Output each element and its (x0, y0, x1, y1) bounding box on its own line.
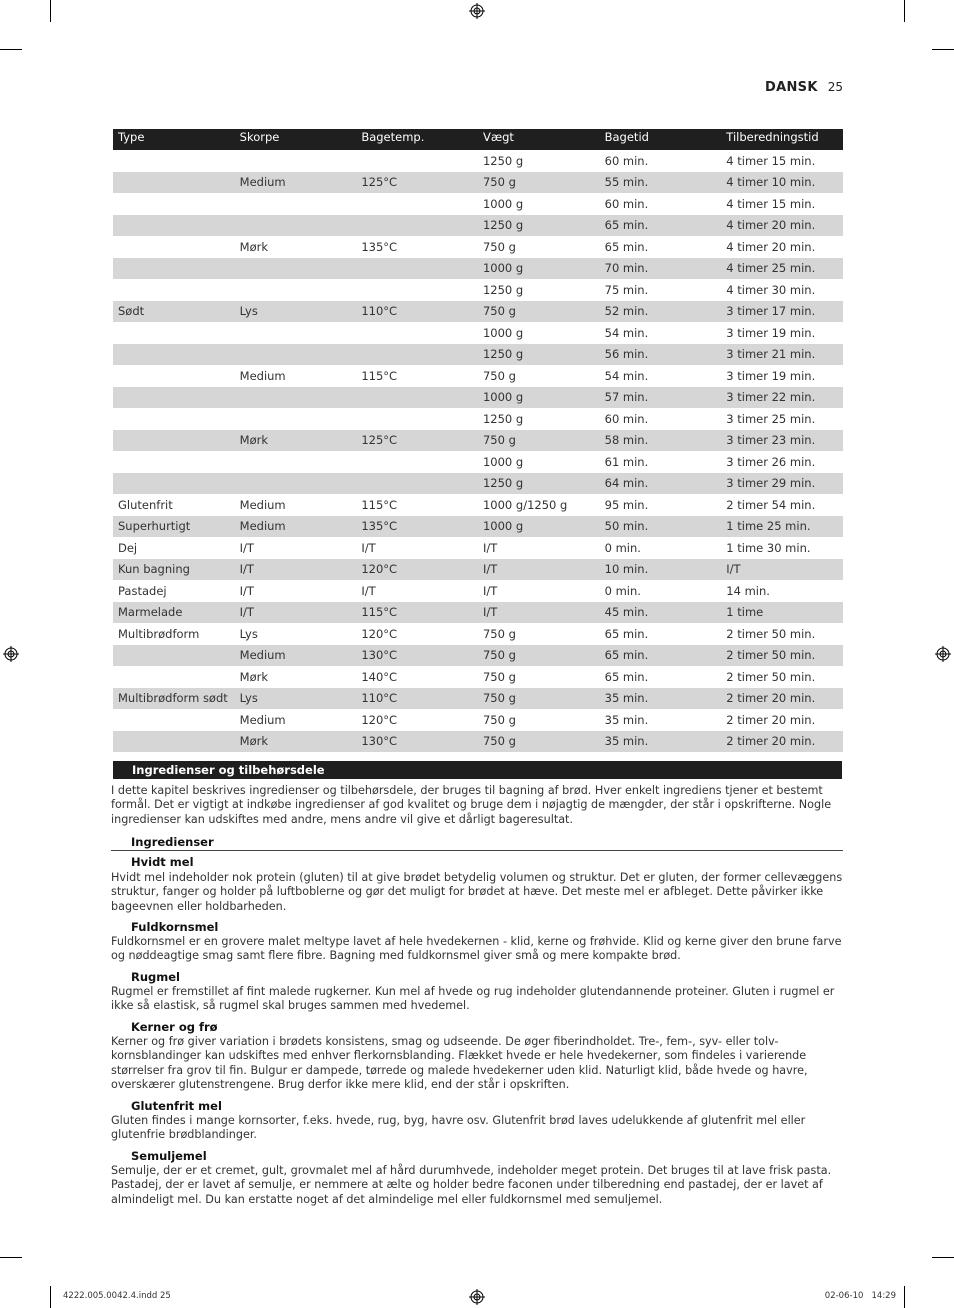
table-cell: 4 timer 30 min. (726, 282, 816, 297)
table-cell (356, 193, 478, 215)
page-header (765, 80, 843, 95)
table-cell: 64 min. (600, 473, 722, 495)
table-cell: 3 timer 21 min. (721, 344, 843, 366)
table-cell: Sødt (113, 301, 235, 323)
table-cell: 56 min. (600, 344, 722, 366)
table-cell (113, 473, 235, 495)
table-cell: 60 min. (604, 411, 649, 426)
table-cell: 750 g (482, 626, 516, 641)
table-cell: 14 min. (726, 583, 770, 598)
table-cell: 750 g (478, 645, 600, 667)
table-row (113, 322, 843, 344)
item-text: Hvidt mel indeholder nok protein (gluten) til at give brødet betydelig volumen og struktur. Det er gluten, der former cellevæggens struktur, fanger og holder på luftboblerne og gør det muligt for brødet at hæve. Det meste mel er afbleget. Dette påvirker ikke bageevnen eller holdbarheden. (111, 871, 843, 913)
table-cell: 4 timer 20 min. (726, 239, 816, 254)
table-row (113, 494, 843, 516)
table-row (113, 709, 843, 731)
crop-mark (904, 1286, 905, 1308)
footer-datetime (825, 1291, 896, 1301)
table-cell: 35 min. (604, 712, 649, 727)
table-cell (113, 387, 235, 409)
table-cell: 750 g (478, 731, 600, 753)
table-cell (113, 172, 235, 194)
table-cell (356, 322, 478, 344)
table-cell: Medium (239, 712, 286, 727)
divider (111, 850, 843, 851)
table-cell: 57 min. (600, 387, 722, 409)
table-cell: 2 timer 20 min. (721, 688, 843, 710)
table-cell: 135°C (356, 516, 478, 538)
table-cell: 1 time 25 min. (721, 516, 843, 538)
table-cell: 65 min. (600, 645, 722, 667)
table-cell: I/T (361, 540, 376, 555)
table-cell: 0 min. (604, 540, 641, 555)
crop-mark (0, 1257, 22, 1258)
table-cell: 61 min. (604, 454, 649, 469)
table-cell: 1250 g (482, 153, 524, 168)
table-cell (113, 193, 235, 215)
table-cell (113, 322, 235, 344)
table-cell: 750 g (482, 669, 516, 684)
table-cell: I/T (482, 583, 498, 598)
table-cell: 120°C (361, 712, 398, 727)
column-header: Type (113, 129, 235, 150)
footer-time: 14:29 (871, 1291, 896, 1301)
table-cell: 45 min. (600, 602, 722, 624)
table-cell (113, 666, 235, 688)
table-cell: 2 timer 20 min. (726, 712, 816, 727)
table-cell (113, 344, 235, 366)
crop-mark (50, 0, 51, 22)
table-cell: Mørk (239, 669, 269, 684)
item-text: Rugmel er fremstillet af fint malede rugkerner. Kun mel af hvede og rug indeholder glutendannende proteiner. Gluten i rugmel er ikke så elastisk, så rugmel skal bruges sammen med hvedemel. (111, 985, 835, 1013)
table-cell: I/T (478, 559, 600, 581)
table-cell (113, 408, 235, 430)
table-cell: Mørk (239, 239, 269, 254)
table-cell: 1000 g/1250 g (482, 497, 568, 512)
table-row (113, 150, 843, 172)
table-cell (356, 451, 478, 473)
table-cell: 52 min. (600, 301, 722, 323)
registration-mark-icon (469, 1289, 485, 1305)
item-title: Semuljemel (131, 1149, 207, 1163)
table-cell (356, 387, 478, 409)
table-cell: 110°C (356, 688, 478, 710)
table-cell: 115°C (356, 602, 478, 624)
table-cell (113, 709, 235, 731)
table-cell (235, 215, 357, 237)
ingredients-heading: Ingredienser (131, 835, 214, 849)
table-cell: 95 min. (604, 497, 649, 512)
table-row (113, 473, 843, 495)
table-cell: Dej (118, 540, 138, 555)
table-row (113, 387, 843, 409)
table-row (113, 688, 843, 710)
table-cell: 3 timer 22 min. (721, 387, 843, 409)
table-cell: Medium (235, 172, 357, 194)
table-cell (235, 279, 357, 301)
table-cell: I/T (721, 559, 843, 581)
table-cell: 50 min. (600, 516, 722, 538)
table-cell: Medium (235, 516, 357, 538)
table-cell: 1250 g (482, 282, 524, 297)
table-row (113, 430, 843, 452)
table-cell: 750 g (478, 430, 600, 452)
footer-file: 4222.005.0042.4.indd 25 (63, 1291, 171, 1301)
table-cell: 1250 g (478, 344, 600, 366)
table-cell: 3 timer 17 min. (721, 301, 843, 323)
table-cell (113, 365, 235, 387)
table-cell: Lys (239, 626, 258, 641)
table-cell (235, 344, 357, 366)
page-number: 25 (827, 80, 843, 94)
table-cell: 1000 g (482, 196, 524, 211)
table-cell: 1000 g (482, 325, 524, 340)
table-cell: Marmelade (113, 602, 235, 624)
table-row (113, 215, 843, 237)
item-text: Fuldkornsmel er en grovere malet meltype lavet af hele hvedekernen - klid, kerne og frøhvide. Klid og kerne giver den brune farve og nøddeagtige smag samt flere fibre. Bagning med fuldkornsmel giver små og mere kompakte brød. (111, 935, 842, 963)
table-cell: 2 timer 50 min. (721, 645, 843, 667)
table-cell (235, 258, 357, 280)
table-cell (356, 344, 478, 366)
table-cell: 1000 g (482, 454, 524, 469)
column-header: Bagetid (600, 129, 722, 150)
table-cell: I/T (239, 583, 254, 598)
table-cell: 130°C (356, 731, 478, 753)
table-cell: Medium (239, 497, 286, 512)
table-cell: 135°C (361, 239, 398, 254)
table-cell (113, 645, 235, 667)
table-cell: Lys (235, 301, 357, 323)
item-title: Glutenfrit mel (131, 1099, 222, 1113)
table-cell (356, 279, 478, 301)
table-cell: 125°C (356, 172, 478, 194)
table-row (113, 645, 843, 667)
registration-mark-icon (935, 646, 951, 662)
table-cell (235, 150, 357, 172)
table-cell: 2 timer 54 min. (726, 497, 816, 512)
table-cell (235, 451, 357, 473)
table-cell: 3 timer 23 min. (721, 430, 843, 452)
item-title: Kerner og frø (131, 1020, 218, 1034)
section-title: Ingredienser og tilbehørsdele (113, 761, 842, 779)
table-row (113, 666, 843, 688)
baking-table (113, 129, 843, 752)
table-cell (235, 322, 357, 344)
column-header: Vægt (478, 129, 600, 150)
table-row (113, 559, 843, 581)
item-title: Hvidt mel (131, 855, 194, 869)
table-cell: Mørk (235, 731, 357, 753)
table-cell: 140°C (361, 669, 398, 684)
table-row (113, 537, 843, 559)
table-cell: 58 min. (600, 430, 722, 452)
table-row (113, 516, 843, 538)
table-cell: 10 min. (600, 559, 722, 581)
table-cell (113, 258, 235, 280)
table-cell: Superhurtigt (113, 516, 235, 538)
table-cell (113, 215, 235, 237)
table-row (113, 301, 843, 323)
table-cell: Medium (235, 645, 357, 667)
table-cell: 1 time 30 min. (726, 540, 811, 555)
table-cell: 54 min. (604, 368, 649, 383)
item-text: Semulje, der er et cremet, gult, grovmalet mel af hård durumhvede, indeholder meget protein. Det bruges til at lave frisk pasta. Pastadej, der er lavet af semulje, er nemmere at ælte og holder bedre faconen under tilberedning end pastadej, der er lavet af almindeligt mel. Du kan erstatte noget af det almindelige mel eller fuldkornsmel med semuljemel. (111, 1164, 832, 1206)
table-cell: 4 timer 15 min. (726, 153, 816, 168)
table-cell: 54 min. (604, 325, 649, 340)
table-cell (356, 215, 478, 237)
table-cell (235, 473, 357, 495)
item-title: Fuldkornsmel (131, 920, 219, 934)
table-cell: 120°C (361, 626, 398, 641)
item-text: Gluten findes i mange kornsorter, f.eks. hvede, rug, byg, havre osv. Glutenfrit brød laves udelukkende af glutenfrit mel eller glutenfrie brødblandinger. (111, 1114, 806, 1142)
crop-mark (904, 0, 905, 22)
table-cell: Mørk (235, 430, 357, 452)
table-cell: I/T (482, 540, 498, 555)
table-row (113, 258, 843, 280)
item-text: Kerner og frø giver variation i brødets konsistens, smag og udseende. De øger fiberindholdet. Tre-, fem-, syv- eller tolv-kornsblandinger kan udskiftes med enhver flerkornsblanding. Flækket hvede er hele hvedekerner, som findeles i varierende størrelser fra grov til fin. Bulgur er dampede, tørrede og malede hvedekerner uden klid. Naturligt klid, både hvede og havre, overskærer glutenstrengene. Brug derfor ikke mere klid, end der står i opskriften. (111, 1035, 808, 1092)
table-cell: 3 timer 26 min. (726, 454, 816, 469)
table-cell: 55 min. (600, 172, 722, 194)
crop-mark (50, 1286, 51, 1308)
table-cell (235, 193, 357, 215)
table-cell: 1000 g (478, 516, 600, 538)
table-cell (356, 473, 478, 495)
table-cell: 750 g (482, 239, 516, 254)
table-cell (113, 731, 235, 753)
table-cell: 1000 g (478, 387, 600, 409)
table-row (113, 731, 843, 753)
table-cell: Lys (235, 688, 357, 710)
table-row (113, 279, 843, 301)
table-cell: 750 g (478, 688, 600, 710)
table-row (113, 172, 843, 194)
table-cell: 750 g (482, 712, 516, 727)
table-row (113, 344, 843, 366)
table-cell: 4 timer 25 min. (721, 258, 843, 280)
table-cell: 3 timer 19 min. (726, 325, 816, 340)
table-cell: I/T (239, 540, 254, 555)
table-cell: 1 time (721, 602, 843, 624)
table-header-row (113, 129, 843, 150)
table-cell: Kun bagning (113, 559, 235, 581)
table-cell: 65 min. (604, 669, 649, 684)
table-cell: 115°C (361, 368, 398, 383)
table-cell (356, 408, 478, 430)
table-cell: 130°C (356, 645, 478, 667)
table-cell: 1250 g (478, 215, 600, 237)
table-row (113, 236, 843, 258)
table-cell: 4 timer 15 min. (726, 196, 816, 211)
table-row (113, 365, 843, 387)
table-cell: Medium (239, 368, 286, 383)
table-cell (113, 150, 235, 172)
table-cell (113, 451, 235, 473)
table-cell: 750 g (482, 368, 516, 383)
table-cell (235, 387, 357, 409)
table-cell: Multibrødform sødt (113, 688, 235, 710)
table-cell: 2 timer 20 min. (721, 731, 843, 753)
table-cell: 60 min. (604, 196, 649, 211)
table-cell: 35 min. (600, 688, 722, 710)
table-cell (235, 408, 357, 430)
footer-date: 02-06-10 (824, 1291, 864, 1301)
table-cell (113, 279, 235, 301)
table-cell: I/T (478, 602, 600, 624)
table-cell: 4 timer 20 min. (721, 215, 843, 237)
table-cell: I/T (235, 602, 357, 624)
table-cell: 120°C (356, 559, 478, 581)
table-cell: 3 timer 19 min. (726, 368, 816, 383)
table-cell: Multibrødform (118, 626, 200, 641)
table-cell: 65 min. (600, 215, 722, 237)
registration-mark-icon (469, 3, 485, 19)
table-cell (356, 150, 478, 172)
table-cell: 4 timer 10 min. (721, 172, 843, 194)
table-cell: 3 timer 25 min. (726, 411, 816, 426)
crop-mark (932, 1257, 954, 1258)
table-cell: I/T (361, 583, 376, 598)
table-cell: 750 g (478, 172, 600, 194)
column-header: Bagetemp. (356, 129, 478, 150)
table-cell: 2 timer 50 min. (726, 626, 816, 641)
table-row (113, 408, 843, 430)
table-cell: 35 min. (600, 731, 722, 753)
column-header: Skorpe (235, 129, 357, 150)
table-row (113, 623, 843, 645)
item-title: Rugmel (131, 970, 180, 984)
table-row (113, 451, 843, 473)
table-cell: 2 timer 50 min. (726, 669, 816, 684)
table-cell: 1250 g (478, 473, 600, 495)
table-row (113, 602, 843, 624)
table-cell: 1250 g (482, 411, 524, 426)
table-cell: 125°C (356, 430, 478, 452)
table-cell: 60 min. (604, 153, 649, 168)
section-intro: I dette kapitel beskrives ingredienser og tilbehørsdele, der bruges til bagning af brød. Hver enkelt ingrediens tjener et bestemt formål. Det er vigtigt at indkøbe ingredienser af god kvalitet og bruge dem i nøjagtig de mængder, der står i opskrifterne. Nogle ingredienser kan udskiftes med andre, mens andre vil give et dårligt bageresultat. (111, 784, 832, 826)
table-cell: 70 min. (600, 258, 722, 280)
table-cell: I/T (235, 559, 357, 581)
column-header: Tilberedningstid (721, 129, 843, 150)
table-cell: 3 timer 29 min. (721, 473, 843, 495)
table-cell: 65 min. (604, 626, 649, 641)
table-cell (113, 236, 235, 258)
registration-mark-icon (3, 646, 19, 662)
language-label: DANSK (765, 80, 818, 95)
crop-mark (0, 49, 22, 50)
table-cell (356, 258, 478, 280)
crop-mark (932, 49, 954, 50)
table-row (113, 580, 843, 602)
table-cell: 750 g (478, 301, 600, 323)
table-cell: 75 min. (604, 282, 649, 297)
table-cell: Glutenfrit (118, 497, 173, 512)
table-cell: 115°C (361, 497, 398, 512)
table-cell: Pastadej (118, 583, 167, 598)
table-cell (113, 430, 235, 452)
table-row (113, 193, 843, 215)
table-cell: 110°C (356, 301, 478, 323)
table-cell: 65 min. (604, 239, 649, 254)
table-cell: 1000 g (478, 258, 600, 280)
table-cell: 0 min. (604, 583, 641, 598)
